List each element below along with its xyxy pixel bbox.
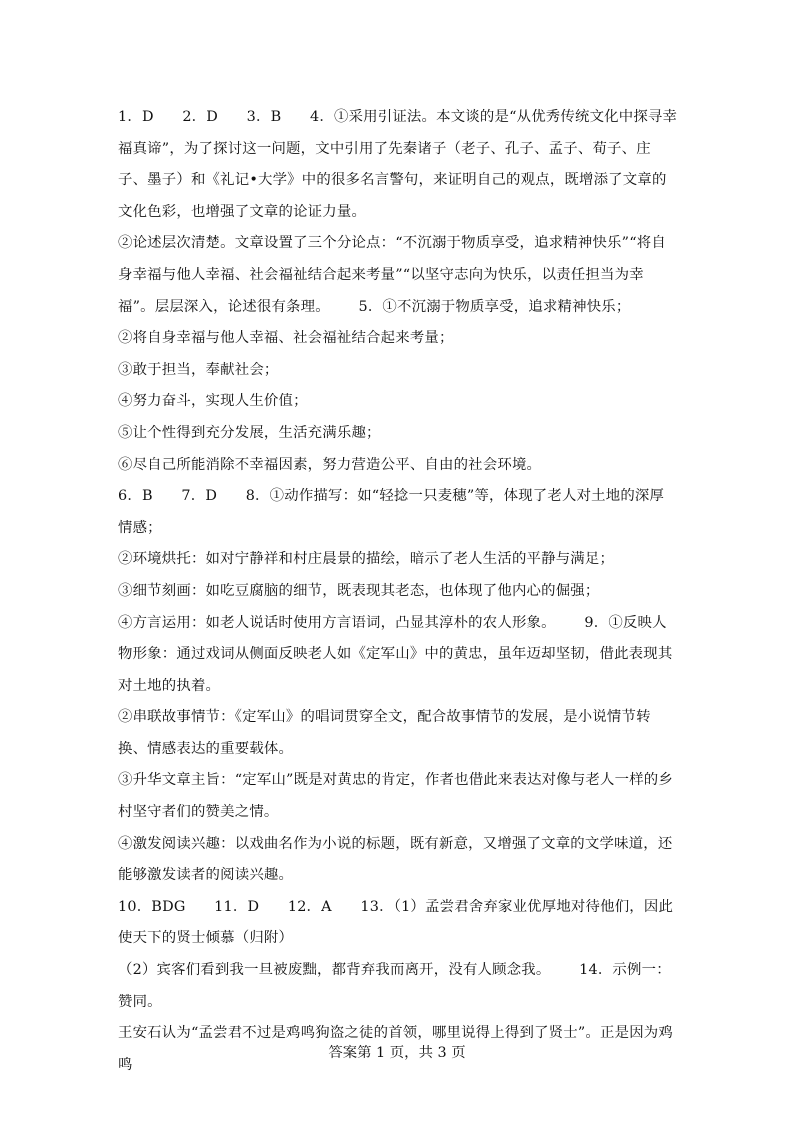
answer-paragraph: ②环境烘托：如对宁静祥和村庄晨景的描绘，暗示了老人生活的平静与满足； — [118, 551, 615, 568]
answer-paragraph: 1．D 2．D 3．B 4．①采用引证法。本文谈的是“从优秀传统文化中探寻幸福真谛”，为了探讨这一问题，文中引用了先秦诸子（老子、孔子、孟子、荀子、庄子、墨子）和《礼记•大学》中的很多名言警句，来证明自己的观点，既增添了文章的文化色彩，也增强了文章的论证力量。 — [118, 109, 678, 220]
answer-paragraph: ③敢于担当，奉献社会； — [118, 361, 279, 378]
answer-paragraph: ④努力奋斗，实现人生价值； — [118, 393, 308, 410]
answer-paragraph: （2）宾客们看到我一旦被废黜，都背弃我而离开，没有人顾念我。 14．示例一：赞同。 — [118, 962, 671, 1010]
answer-paragraph: ②串联故事情节：《定军山》的唱词贯穿全文，配合故事情节的发展，是小说情节转换、情感表达的重要载体。 — [118, 709, 651, 757]
page-footer: 答案第 1 页，共 3 页 — [328, 1045, 466, 1061]
answer-content — [118, 102, 678, 1081]
answer-paragraph: ④激发阅读兴趣：以戏曲名作为小说的标题，既有新意，又增强了文章的文学味道，还能够激发读者的阅读兴趣。 — [118, 835, 673, 884]
answer-paragraph: 10．BDG 11．D 12．A 13．（1）孟尝君舍弃家业优厚地对待他们，因此使天下的贤士倾慕（归附） — [118, 898, 674, 947]
answer-paragraph: ③细节刻画：如吃豆腐脑的细节，既表现其老态，也体现了他内心的倔强； — [118, 582, 600, 599]
answer-paragraph: ④方言运用：如老人说话时使用方言语词，凸显其淳朴的农人形象。 9．①反映人物形象：通过戏词从侧面反映老人如《定军山》中的黄忠，虽年迈却坚韧，借此表现其对土地的执着。 — [118, 614, 673, 694]
answer-paragraph: ②将自身幸福与他人幸福、社会福祉结合起来考量； — [118, 330, 454, 347]
answer-paragraph: ⑥尽自己所能消除不幸福因素，努力营造公平、自由的社会环境。 — [118, 456, 542, 473]
answer-paragraph: 王安石认为“孟尝君不过是鸡鸣狗盗之徒的首领，哪里说得上得到了贤士”。正是因为鸡鸣 — [118, 1025, 673, 1073]
answer-paragraph: ②论述层次清楚。文章设置了三个分论点：“不沉溺于物质享受，追求精神快乐”“将自身幸福与他人幸福、社会福祉结合起来考量”“以坚守志向为快乐，以责任担当为幸福”。层层深入，论述很有条理。 5．①不沉溺于物质享受，追求精神快乐； — [118, 235, 666, 315]
answer-paragraph: ⑤让个性得到充分发展，生活充满乐趣； — [118, 424, 381, 441]
answer-paragraph: ③升华文章主旨：“定军山”既是对黄忠的肯定，作者也借此来表达对像与老人一样的乡村坚守者们的赞美之情。 — [118, 772, 673, 821]
answer-paragraph: 6．B 7．D 8．①动作描写：如“轻捻一只麦穗”等，体现了老人对土地的深厚情感； — [118, 488, 665, 536]
